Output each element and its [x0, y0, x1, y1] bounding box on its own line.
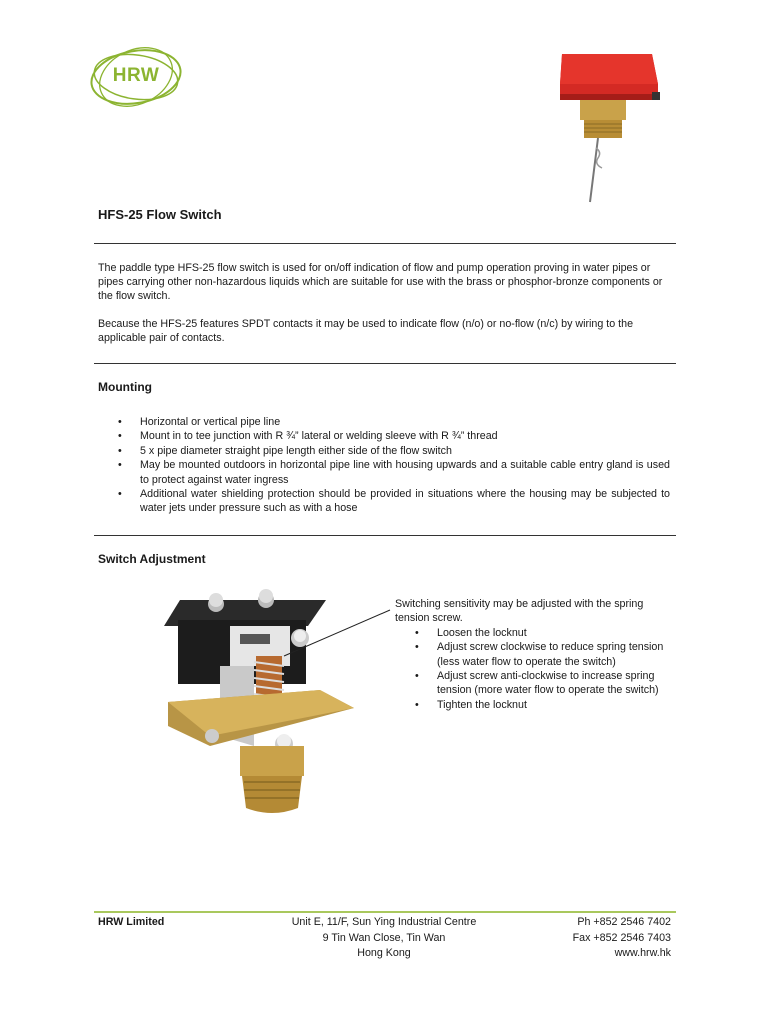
hrw-logo [88, 44, 184, 110]
footer-website-link[interactable]: www.hrw.hk [614, 947, 671, 959]
footer-company: HRW Limited [98, 916, 165, 928]
list-item: • Adjust screw anti-clockwise to increase spring tension (more water flow to operate the switch) [395, 669, 665, 698]
adjustment-instructions [395, 597, 665, 712]
switch-adjustment-heading: Switch Adjustment [98, 552, 206, 566]
list-item: • 5 x pipe diameter straight pipe length either side of the flow switch [98, 444, 670, 458]
adjustment-intro: Switching sensitivity may be adjusted with the spring tension screw. [395, 598, 644, 625]
footer-phone: Ph +852 2546 7402 [577, 916, 671, 928]
list-item: • May be mounted outdoors in horizontal pipe line with housing upwards and a suitable cable entry gland is used to protect against water ingress [98, 458, 670, 487]
list-item: • Horizontal or vertical pipe line [98, 415, 670, 429]
intro-paragraph-2: Because the HFS-25 features SPDT contacts it may be used to indicate flow (n/o) or no-flow (n/c) by wiring to the applicable pair of contacts. [98, 318, 634, 345]
address-line: Hong Kong [357, 947, 411, 959]
divider [94, 535, 676, 536]
list-item: • Loosen the locknut [395, 626, 665, 640]
list-item: • Mount in to tee junction with R ¾” lateral or welding sleeve with R ¾” thread [98, 429, 670, 443]
footer-divider [94, 911, 676, 913]
footer-fax: Fax +852 2546 7403 [572, 931, 671, 944]
list-item: • Adjust screw clockwise to reduce spring tension (less water flow to operate the switch) [395, 640, 665, 669]
flow-switch-photo [552, 44, 662, 206]
list-item: • Additional water shielding protection should be provided in situations where the housing may be subjected to water jets under pressure such as with a hose [98, 487, 670, 516]
divider [94, 243, 676, 244]
mounting-list [98, 415, 670, 516]
adjustment-list [395, 626, 665, 712]
footer-contact [530, 915, 671, 962]
intro-paragraph-1: The paddle type HFS-25 flow switch is used for on/off indication of flow and pump operation proving in water pipes or pipes carrying other non-hazardous liquids which are suitable for use with the brass or phosphor-bronze components or the flow switch. [98, 262, 663, 303]
document-title: HFS-25 Flow Switch [98, 207, 222, 222]
address-line: 9 Tin Wan Close, Tin Wan [322, 931, 446, 944]
footer-address [270, 915, 498, 962]
callout-leader-line [280, 608, 392, 660]
logo-text: HRW [112, 65, 160, 86]
address-line: Unit E, 11/F, Sun Ying Industrial Centre [291, 916, 477, 928]
divider [94, 363, 676, 364]
list-item: • Tighten the locknut [395, 698, 665, 712]
mounting-heading: Mounting [98, 380, 152, 394]
